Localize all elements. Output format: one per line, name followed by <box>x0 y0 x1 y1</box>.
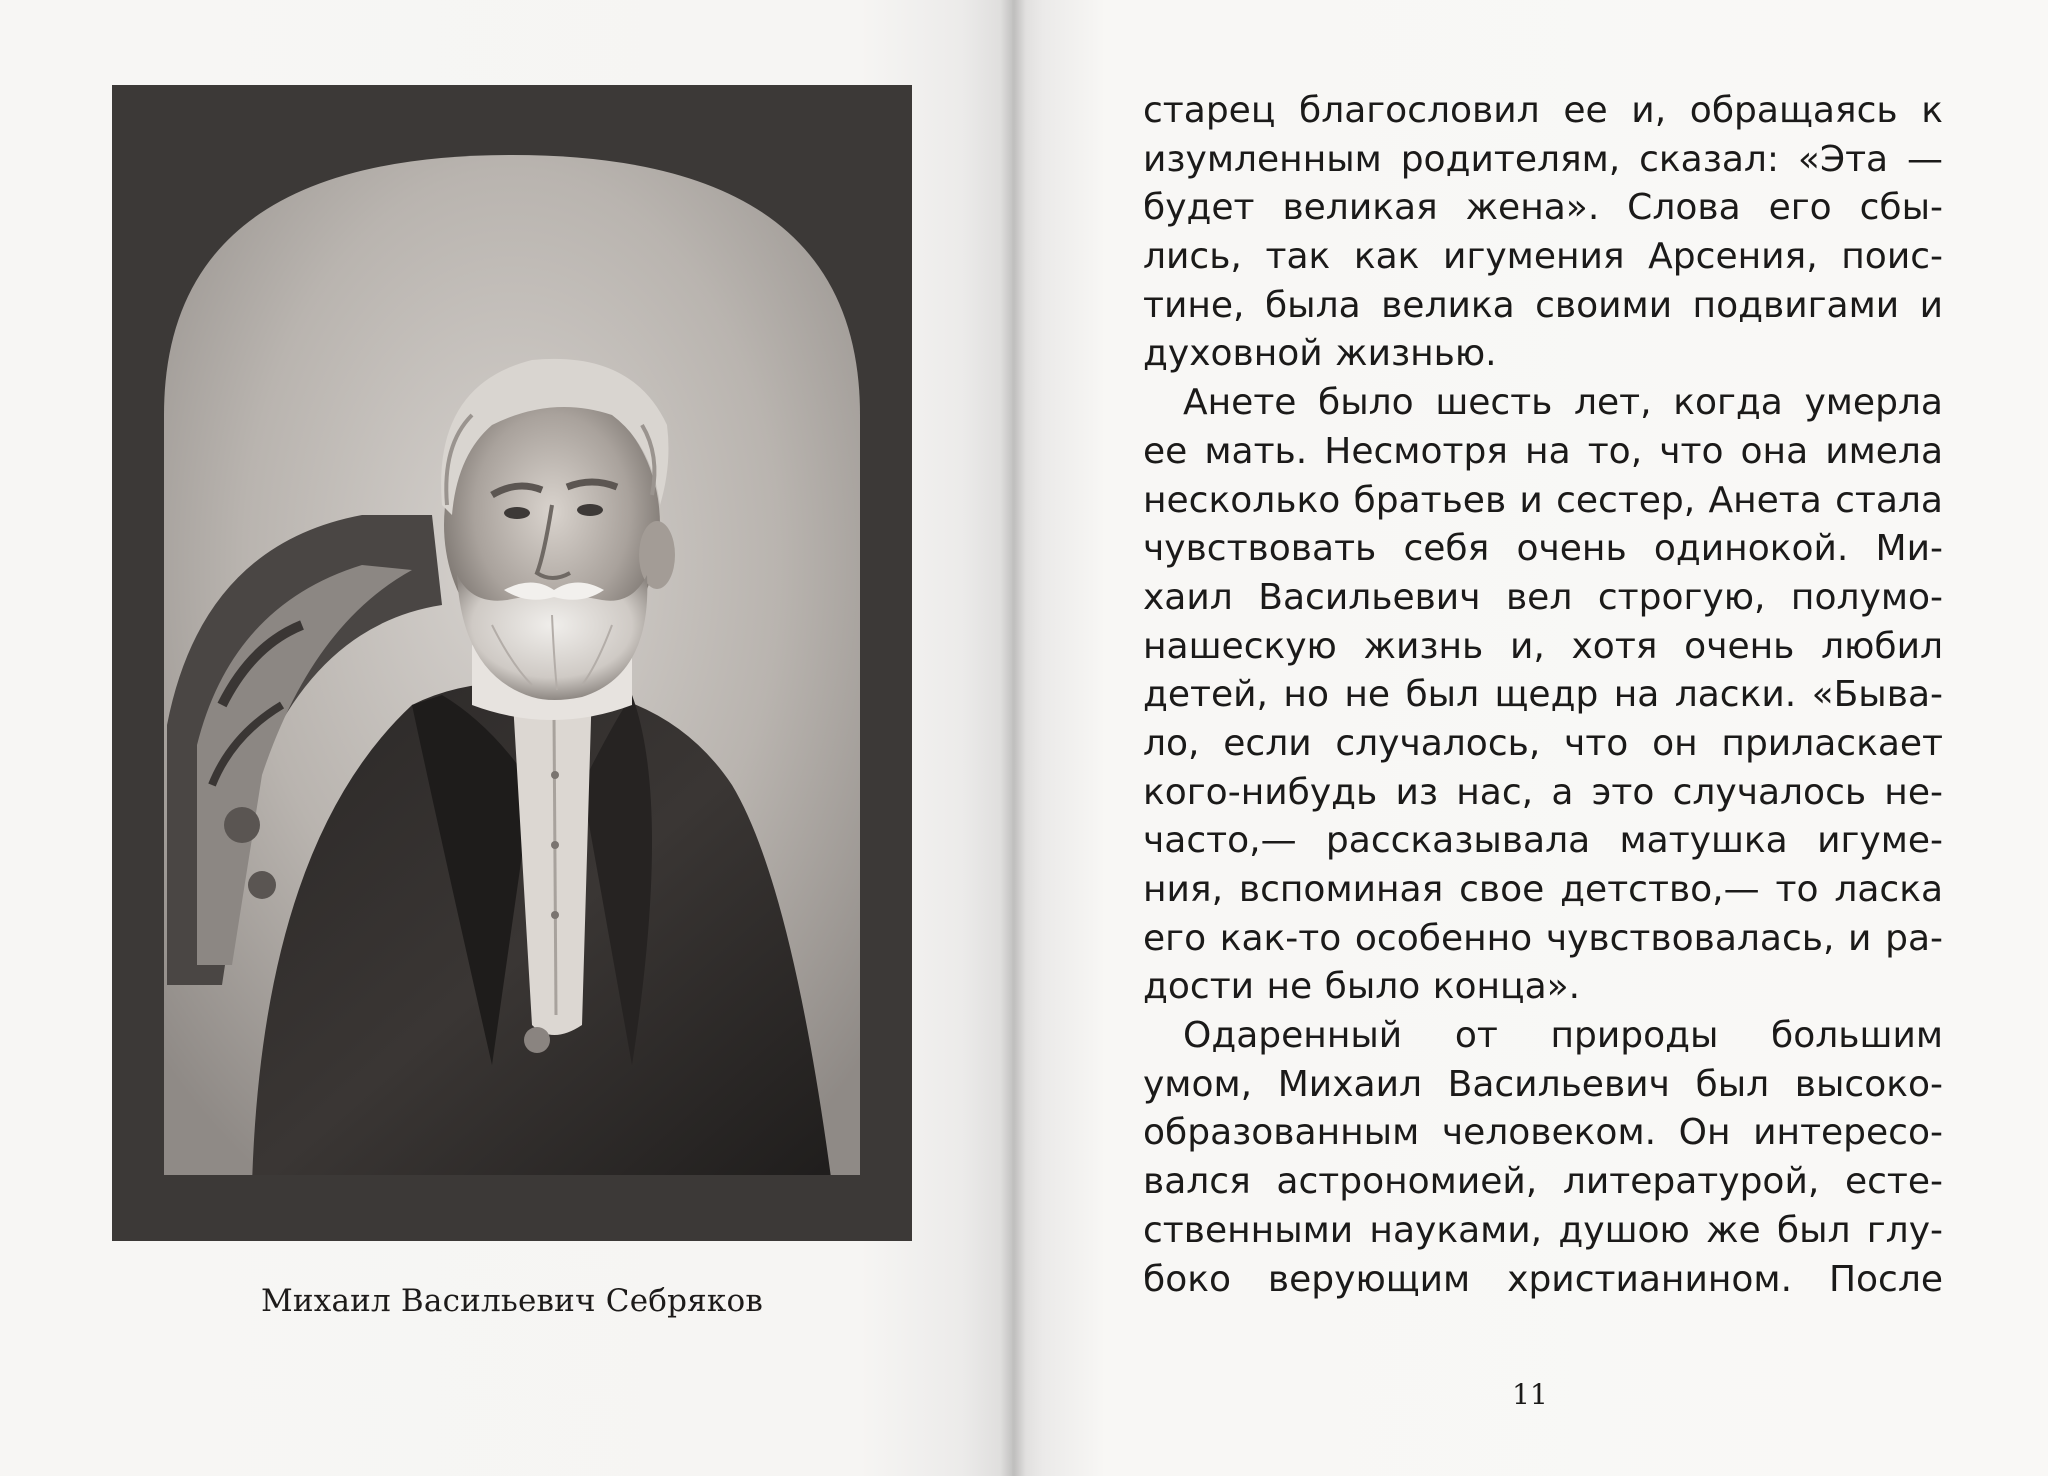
text-line: хаил Васильевич вел строгую, полумо- <box>1143 576 1943 618</box>
text-line: несколько братьев и сестер, Анета стала <box>1143 479 1943 521</box>
text-line: боко верующим христианином. После <box>1143 1258 1943 1300</box>
portrait-caption: Михаил Васильевич Себряков <box>260 1283 764 1319</box>
text-line: ственными науками, душою же был глу- <box>1143 1209 1943 1251</box>
text-line: духовной жизнью. <box>1143 333 1497 375</box>
text-line: будет великая жена». Слова его сбы- <box>1143 187 1943 229</box>
text-line: детей, но не был щедр на ласки. «Быва- <box>1143 674 1943 716</box>
text-line: умом, Михаил Васильевич был высоко- <box>1143 1063 1943 1105</box>
text-line: тине, была велика своими подвигами и <box>1143 284 1943 326</box>
body-text <box>1143 87 1943 1304</box>
text-line: его как-то особенно чувствовалась, и ра- <box>1143 917 1943 959</box>
text-line: дости не было конца». <box>1143 966 1581 1008</box>
text-line: ло, если случалось, что он приласкает <box>1143 722 1943 764</box>
text-line: Одаренный от природы большим <box>1183 1015 1943 1057</box>
text-line: нашескую жизнь и, хотя очень любил <box>1143 625 1943 667</box>
text-line: вался астрономией, литературой, есте- <box>1143 1161 1943 1203</box>
text-line: образованным человеком. Он интересо- <box>1143 1112 1943 1154</box>
text-line: изумленным родителям, сказал: «Эта — <box>1143 138 1943 180</box>
portrait-image <box>112 85 912 1241</box>
text-line: часто,— рассказывала матушка игуме- <box>1143 820 1943 862</box>
book-gutter <box>1000 0 1026 1476</box>
portrait-plate <box>112 85 912 1241</box>
text-line: лись, так как игумения Арсения, поис- <box>1143 236 1943 278</box>
page-number: 11 <box>1512 1378 1548 1411</box>
left-page <box>0 0 1012 1476</box>
text-line: Анете было шесть лет, когда умерла <box>1183 382 1943 424</box>
text-line: чувствовать себя очень одинокой. Ми- <box>1143 528 1943 570</box>
text-line: кого-нибудь из нас, а это случалось не- <box>1143 771 1943 813</box>
text-line: ее мать. Несмотря на то, что она имела <box>1143 430 1943 472</box>
text-line: ния, вспоминая свое детство,— то ласка <box>1143 869 1943 910</box>
text-line: старец благословил ее и, обращаясь к <box>1143 90 1943 131</box>
show-through-mark <box>498 1365 504 1389</box>
